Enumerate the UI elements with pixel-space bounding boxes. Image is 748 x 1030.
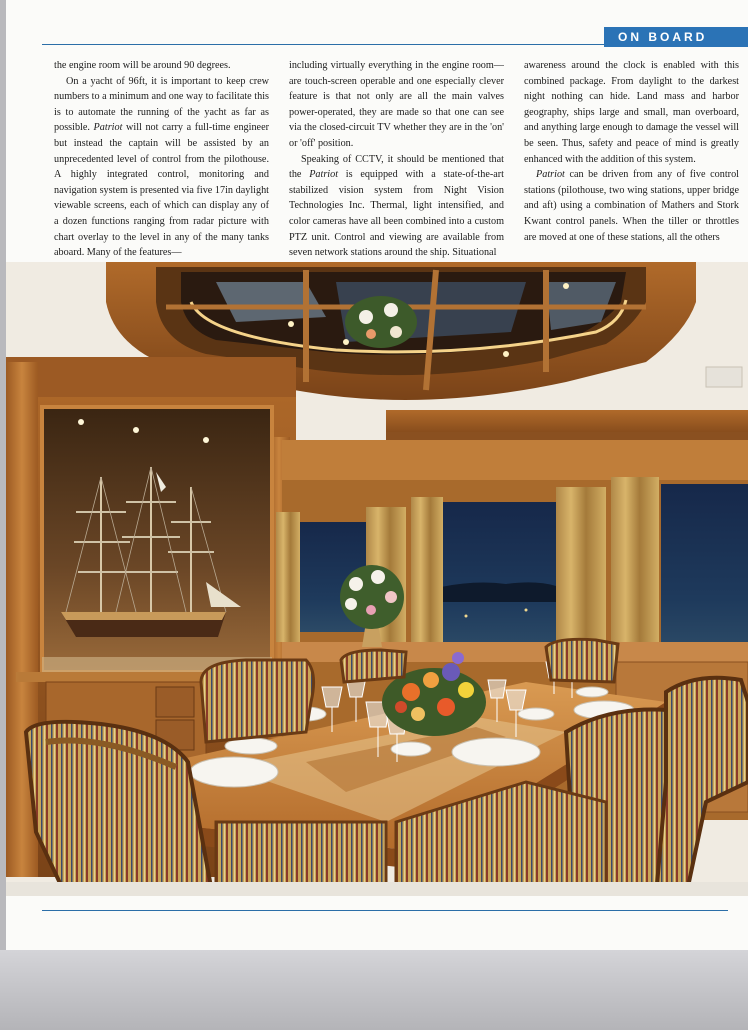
text-run: the engine room will be around 90 degrees.: [54, 60, 231, 71]
dining-salon-photo: [6, 262, 748, 896]
text-run: including virtually everything in the engine room—are touch-screen operable and one especially clever feature is that not only are all the main valves power-operated, they are made so that one can see via the closed-circuit TV whether they are in the 'on' or 'off' position.: [289, 60, 504, 149]
floor: [6, 882, 748, 896]
curtain: [556, 487, 606, 662]
curtain: [611, 477, 659, 662]
magazine-page: [6, 0, 748, 950]
text-column-2: [289, 58, 504, 258]
article-paragraph: [289, 152, 504, 258]
ceiling-vent: [706, 367, 742, 387]
text-run: On a yacht of 96ft, it is important to keep crew numbers to a minimum and one way to facilitate this is to automate the running of the yacht as far as possible.: [54, 75, 269, 134]
article-paragraph: [54, 58, 269, 74]
window-center: [441, 502, 556, 647]
header-rule: [42, 44, 610, 45]
text-column-3: [524, 58, 739, 258]
article-paragraph: [524, 167, 739, 245]
section-label: ON BOARD: [604, 27, 748, 47]
footer-rule: [42, 910, 728, 911]
curtain: [411, 497, 443, 647]
scan-background: [0, 950, 748, 1030]
article-paragraph: [54, 74, 269, 258]
article-paragraph: [524, 58, 739, 167]
article-paragraph: [289, 58, 504, 152]
article-text: [54, 58, 740, 258]
text-run: will not carry a full-time engineer but instead the captain will be assisted by an unprecedented level of control from the pilothouse. A highly integrated control, monitoring and navigation system is presented via five 17in daylight viewable screens, each of which can display any of a dozen functions ranging from radar picture with chart overlay to the level in any of the many tanks aboard. Many of the features—: [54, 122, 269, 258]
ceiling-flower-arrangement: [345, 296, 417, 348]
italic-run: Patriot: [309, 169, 339, 181]
text-column-1: [54, 58, 269, 258]
italic-run: Patriot: [93, 122, 123, 134]
curtain: [276, 512, 300, 642]
text-run: Speaking of CCTV, it should be mentioned that the: [289, 153, 504, 181]
text-run: can be driven from any of five control stations (pilothouse, two wing stations, upper bridge and aft) using a combination of Mathers and Stork Kwant control panels. When the tiller or throttles are moved at one of these stations, all the others: [524, 169, 739, 243]
window-right: [661, 484, 748, 649]
text-run: awareness around the clock is enabled with this combined package. From daylight to the darkest night nothing can hide. Land mass and harbor geography, ships large and small, man overboard, and anything large enough to damage the vessel will be seen. Thus, safety and peace of mind is greatly enhanced with the addition of this system.: [524, 60, 739, 165]
text-run: is equipped with a state-of-the-art stabilized vision system from Night Vision Technologies Inc. Thermal, light intensified, and color cameras have all been combined into a custom PTZ unit. Control and viewing are available from seven network stations around the ship. Situational: [289, 169, 505, 258]
italic-run: Patriot: [536, 169, 565, 181]
